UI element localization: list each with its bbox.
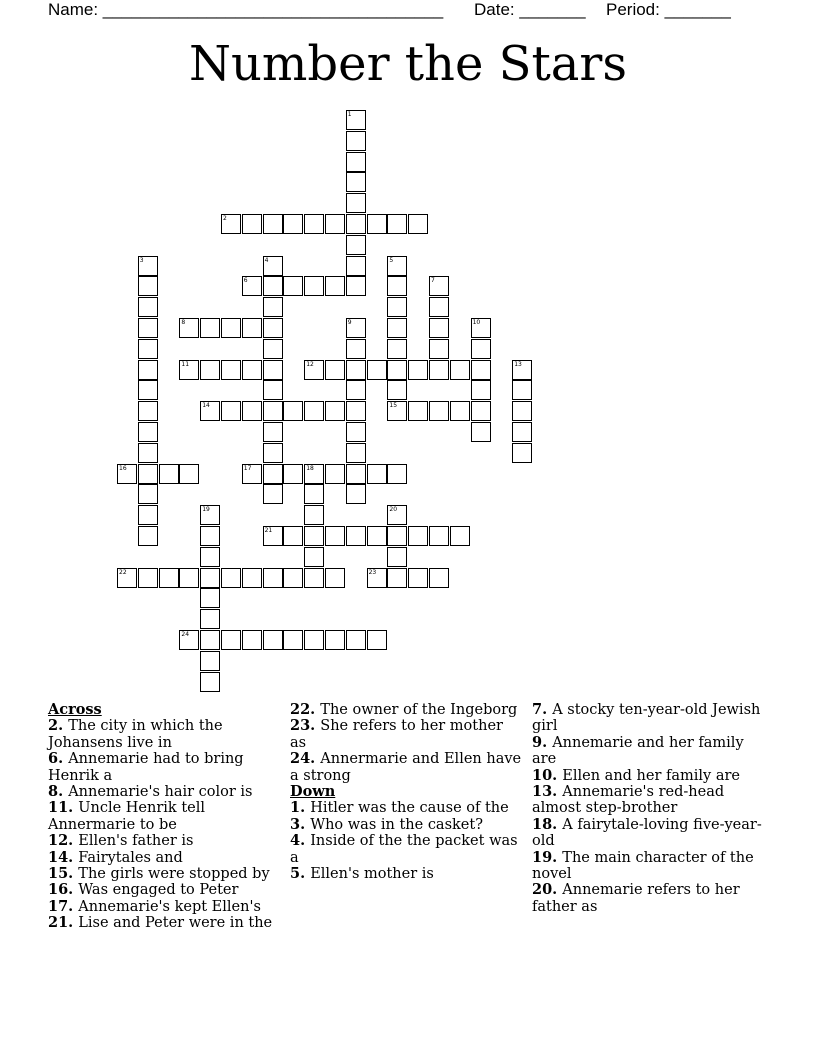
grid-cell[interactable]	[346, 235, 366, 255]
grid-cell[interactable]	[283, 276, 303, 296]
grid-cell[interactable]	[263, 360, 283, 380]
grid-cell[interactable]	[304, 464, 324, 484]
grid-cell[interactable]	[242, 464, 262, 484]
grid-cell[interactable]	[179, 464, 199, 484]
grid-cell[interactable]	[346, 193, 366, 213]
grid-cell[interactable]	[346, 380, 366, 400]
clue-item: 7. A stocky ten-year-old Jewish girl	[532, 701, 761, 735]
grid-cell[interactable]	[471, 360, 491, 380]
clue-number-label: 11	[181, 360, 190, 368]
clue-number-label: 14	[202, 402, 210, 410]
grid-cell[interactable]	[346, 172, 366, 192]
grid-cell[interactable]	[138, 484, 158, 504]
grid-cell[interactable]	[138, 505, 158, 525]
grid-cell[interactable]	[242, 214, 262, 234]
grid-cell[interactable]	[450, 360, 470, 380]
down-clue-list-continued	[532, 702, 764, 915]
clue-item: 6. Annemarie had to bring Henrik a	[48, 750, 244, 784]
clues-column-2	[290, 702, 522, 882]
grid-cell[interactable]	[221, 630, 241, 650]
grid-cell[interactable]	[346, 110, 366, 130]
grid-cell[interactable]	[283, 630, 303, 650]
grid-cell[interactable]	[283, 526, 303, 546]
grid-cell[interactable]	[346, 131, 366, 151]
grid-cell[interactable]	[387, 401, 407, 421]
clue-number-label: 17	[243, 464, 252, 472]
grid-cell[interactable]	[263, 630, 283, 650]
grid-cell[interactable]	[242, 401, 262, 421]
grid-cell[interactable]	[367, 526, 387, 546]
name-field-label: Name: ____________________________________	[48, 0, 444, 19]
grid-cell[interactable]	[304, 505, 324, 525]
grid-cell[interactable]	[367, 360, 387, 380]
grid-cell[interactable]	[304, 401, 324, 421]
period-field-label: Period: _______	[606, 0, 731, 19]
grid-cell[interactable]	[429, 526, 449, 546]
clue-item: 19. The main character of the novel	[532, 848, 754, 883]
grid-cell[interactable]	[408, 360, 428, 380]
grid-cell[interactable]	[325, 360, 345, 380]
grid-cell[interactable]	[471, 339, 491, 359]
grid-cell[interactable]	[325, 214, 345, 234]
down-heading: Down	[290, 783, 336, 801]
grid-cell[interactable]	[200, 588, 220, 608]
grid-cell[interactable]	[387, 547, 407, 567]
grid-cell[interactable]	[471, 422, 491, 442]
grid-cell[interactable]	[263, 526, 283, 546]
grid-cell[interactable]	[138, 360, 158, 380]
grid-cell[interactable]	[512, 401, 532, 421]
grid-cell[interactable]	[367, 568, 387, 588]
grid-cell[interactable]	[179, 318, 199, 338]
grid-cell[interactable]	[283, 401, 303, 421]
down-clue-list	[290, 800, 522, 882]
grid-cell[interactable]	[138, 422, 158, 442]
clue-item: 16. Was engaged to Peter	[48, 881, 239, 899]
grid-cell[interactable]	[429, 401, 449, 421]
grid-cell[interactable]	[138, 276, 158, 296]
clue-number-label: 9	[347, 319, 352, 326]
grid-cell[interactable]	[429, 568, 449, 588]
across-heading: Across	[48, 701, 102, 718]
grid-cell[interactable]	[263, 464, 283, 484]
grid-cell[interactable]	[283, 464, 303, 484]
grid-cell[interactable]	[346, 360, 366, 380]
clue-item: 22. The owner of the Ingeborg	[290, 701, 518, 718]
grid-cell[interactable]	[283, 214, 303, 234]
clue-number-label: 18	[306, 464, 314, 472]
grid-cell[interactable]	[387, 526, 407, 546]
grid-cell[interactable]	[159, 568, 179, 588]
grid-cell[interactable]	[325, 401, 345, 421]
grid-cell[interactable]	[346, 214, 366, 234]
grid-cell[interactable]	[242, 630, 262, 650]
clue-number-label: 19	[202, 506, 210, 514]
clue-number-label: 3	[139, 256, 144, 264]
clue-item: 9. Annemarie and her family are	[532, 733, 744, 768]
grid-cell[interactable]	[263, 318, 283, 338]
grid-cell[interactable]	[200, 568, 220, 588]
grid-cell[interactable]	[346, 464, 366, 484]
grid-cell[interactable]	[138, 526, 158, 546]
clue-number-label: 5	[389, 256, 394, 264]
grid-cell[interactable]	[429, 297, 449, 317]
clues-column-1	[48, 702, 280, 932]
grid-cell[interactable]	[387, 339, 407, 359]
clue-number-label: 12	[306, 360, 314, 368]
grid-cell[interactable]	[179, 568, 199, 588]
grid-cell[interactable]	[325, 630, 345, 650]
clue-item: 23. She refers to her mother as	[290, 717, 503, 751]
across-clue-list	[48, 718, 280, 931]
grid-cell[interactable]	[408, 568, 428, 588]
clue-item: 11. Uncle Henrik tell Annermarie to be	[48, 799, 206, 833]
grid-cell[interactable]	[304, 360, 324, 380]
clue-item: 20. Annemarie refers to her father as	[532, 881, 740, 915]
clue-number-label: 4	[264, 256, 269, 264]
grid-cell[interactable]	[304, 547, 324, 567]
grid-cell[interactable]	[159, 464, 179, 484]
date-field-label: Date: _______	[474, 0, 586, 19]
grid-cell[interactable]	[387, 568, 407, 588]
grid-cell[interactable]	[429, 360, 449, 380]
grid-cell[interactable]	[346, 318, 366, 338]
grid-cell[interactable]	[367, 464, 387, 484]
grid-cell[interactable]	[387, 256, 407, 276]
grid-cell[interactable]	[200, 609, 220, 629]
grid-cell[interactable]	[387, 276, 407, 296]
grid-cell[interactable]	[346, 339, 366, 359]
grid-cell[interactable]	[263, 422, 283, 442]
clue-item: 17. Annemarie's kept Ellen's	[48, 897, 261, 915]
grid-cell[interactable]	[471, 401, 491, 421]
grid-cell[interactable]	[346, 526, 366, 546]
grid-cell[interactable]	[138, 318, 158, 338]
grid-cell[interactable]	[263, 339, 283, 359]
grid-cell[interactable]	[179, 630, 199, 650]
clue-item: 5. Ellen's mother is	[290, 865, 434, 883]
grid-cell[interactable]	[450, 401, 470, 421]
grid-cell[interactable]	[200, 672, 220, 692]
clue-number-label: 23	[368, 568, 377, 576]
grid-cell[interactable]	[221, 360, 241, 380]
clue-item: 14. Fairytales and	[48, 848, 183, 866]
clue-number-label: 8	[181, 319, 186, 326]
grid-cell[interactable]	[387, 297, 407, 317]
grid-cell[interactable]	[200, 630, 220, 650]
grid-cell[interactable]	[408, 401, 428, 421]
grid-cell[interactable]	[138, 339, 158, 359]
clue-item: 18. A fairytale-loving five-year-old	[532, 815, 762, 850]
grid-cell[interactable]	[283, 568, 303, 588]
grid-cell[interactable]	[263, 380, 283, 400]
grid-cell[interactable]	[346, 443, 366, 463]
clue-number-label: 15	[389, 402, 398, 410]
grid-cell[interactable]	[304, 630, 324, 650]
grid-cell[interactable]	[304, 214, 324, 234]
clue-item: 21. Lise and Peter were in the	[48, 914, 273, 932]
clue-item: 13. Annemarie's red-head almost step-brother	[532, 783, 725, 817]
clue-number-label: 16	[119, 464, 127, 472]
clue-number-label: 21	[264, 527, 273, 534]
grid-cell[interactable]	[512, 443, 532, 463]
grid-cell[interactable]	[429, 318, 449, 338]
grid-cell[interactable]	[242, 360, 262, 380]
grid-cell[interactable]	[304, 484, 324, 504]
grid-cell[interactable]	[138, 297, 158, 317]
grid-cell[interactable]	[346, 256, 366, 276]
grid-cell[interactable]	[263, 443, 283, 463]
grid-cell[interactable]	[200, 505, 220, 525]
grid-cell[interactable]	[429, 276, 449, 296]
grid-cell[interactable]	[200, 547, 220, 567]
grid-cell[interactable]	[221, 568, 241, 588]
clue-number-label: 6	[243, 277, 248, 285]
grid-cell[interactable]	[387, 318, 407, 338]
grid-cell[interactable]	[304, 568, 324, 588]
clues-column-3	[532, 702, 764, 915]
grid-cell[interactable]	[263, 276, 283, 296]
grid-cell[interactable]	[471, 318, 491, 338]
grid-cell[interactable]	[325, 568, 345, 588]
clue-number-label: 2	[223, 215, 227, 222]
grid-cell[interactable]	[221, 214, 241, 234]
clue-number-label: 24	[181, 631, 190, 638]
grid-cell[interactable]	[200, 651, 220, 671]
grid-cell[interactable]	[263, 484, 283, 504]
clue-item: 1. Hitler was the cause of the	[290, 799, 509, 817]
clue-number-label: 7	[431, 277, 435, 285]
clue-item: 12. Ellen's father is	[48, 832, 194, 850]
grid-cell[interactable]	[367, 630, 387, 650]
grid-cell[interactable]	[387, 505, 407, 525]
grid-cell[interactable]	[138, 568, 158, 588]
grid-cell[interactable]	[304, 276, 324, 296]
page-title: Number the Stars	[189, 36, 627, 92]
grid-cell[interactable]	[346, 152, 366, 172]
grid-cell[interactable]	[325, 526, 345, 546]
clue-number-label: 13	[514, 360, 522, 368]
grid-cell[interactable]	[242, 568, 262, 588]
grid-cell[interactable]	[325, 464, 345, 484]
grid-cell[interactable]	[304, 526, 324, 546]
grid-cell[interactable]	[408, 526, 428, 546]
grid-cell[interactable]	[512, 360, 532, 380]
grid-cell[interactable]	[138, 443, 158, 463]
grid-cell[interactable]	[221, 318, 241, 338]
grid-cell[interactable]	[512, 422, 532, 442]
grid-cell[interactable]	[263, 297, 283, 317]
grid-cell[interactable]	[263, 568, 283, 588]
grid-cell[interactable]	[138, 380, 158, 400]
grid-cell[interactable]	[512, 380, 532, 400]
grid-cell[interactable]	[221, 401, 241, 421]
grid-cell[interactable]	[367, 214, 387, 234]
grid-cell[interactable]	[325, 276, 345, 296]
grid-cell[interactable]	[346, 630, 366, 650]
grid-cell[interactable]	[387, 214, 407, 234]
clue-item: 3. Who was in the casket?	[290, 815, 483, 833]
grid-cell[interactable]	[408, 214, 428, 234]
grid-cell[interactable]	[387, 464, 407, 484]
grid-cell[interactable]	[429, 339, 449, 359]
grid-cell[interactable]	[263, 214, 283, 234]
grid-cell[interactable]	[242, 318, 262, 338]
grid-cell[interactable]	[200, 318, 220, 338]
grid-cell[interactable]	[263, 401, 283, 421]
grid-cell[interactable]	[346, 401, 366, 421]
grid-cell[interactable]	[138, 464, 158, 484]
clue-item: 8. Annemarie's hair color is	[48, 783, 253, 801]
clue-item: 10. Ellen and her family are	[532, 766, 740, 784]
grid-cell[interactable]	[117, 464, 137, 484]
grid-cell[interactable]	[117, 568, 137, 588]
grid-cell[interactable]	[346, 422, 366, 442]
clue-item: 24. Annermarie and Ellen have a strong	[290, 750, 522, 784]
grid-cell[interactable]	[242, 276, 262, 296]
grid-cell[interactable]	[263, 256, 283, 276]
grid-cell[interactable]	[138, 401, 158, 421]
grid-cell[interactable]	[387, 380, 407, 400]
grid-cell[interactable]	[346, 276, 366, 296]
grid-cell[interactable]	[138, 256, 158, 276]
grid-cell[interactable]	[471, 380, 491, 400]
grid-cell[interactable]	[346, 484, 366, 504]
grid-cell[interactable]	[200, 526, 220, 546]
clue-number-label: 20	[389, 506, 398, 514]
clue-item: 4. Inside of the the packet was a	[290, 832, 518, 866]
clue-item: 15. The girls were stopped by	[48, 865, 270, 883]
grid-cell[interactable]	[179, 360, 199, 380]
clue-number-label: 10	[472, 319, 481, 326]
grid-cell[interactable]	[450, 526, 470, 546]
clue-number-label: 22	[119, 568, 127, 576]
clue-item: 2. The city in which the Johansens live in	[48, 717, 223, 751]
clue-number-label: 1	[347, 111, 352, 118]
grid-cell[interactable]	[200, 360, 220, 380]
grid-cell[interactable]	[387, 360, 407, 380]
grid-cell[interactable]	[200, 401, 220, 421]
across-clue-list-continued	[290, 702, 522, 784]
